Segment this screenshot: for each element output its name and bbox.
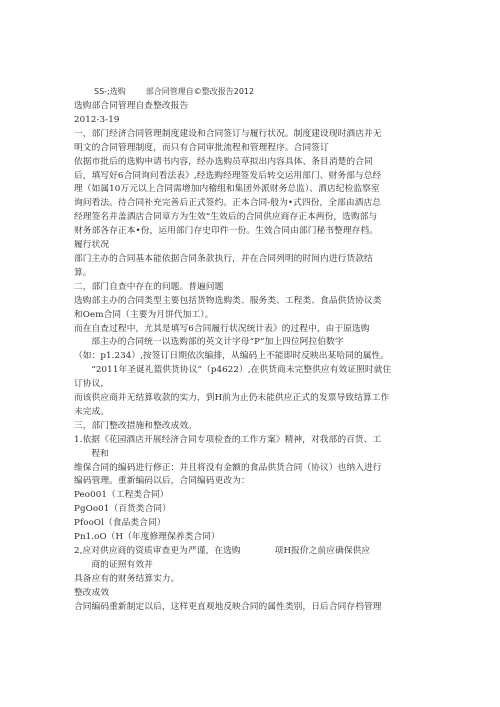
doc-title: 选购部合同管理自查整改报告 xyxy=(74,101,189,111)
doc-date: 2012-3-19 xyxy=(74,114,120,125)
paragraph-line: 部主办的合同统一以选购部的英文计字母“P”加上四位阿拉伯数字 xyxy=(91,337,344,348)
paragraph-line: 1.依据《花园酒店开展经济合同专项检查的工作方案》精神，对我部的百货、工 xyxy=(74,434,382,445)
paragraph-line: 程和 xyxy=(91,448,109,459)
paragraph-line: 部门主办的合同基本能依据合同条款执行，并在合同列明的时间内进行货款结 xyxy=(74,253,373,264)
paragraph-fragment: 2,应对供应商的资质审查更为严谨，在选购 xyxy=(74,546,241,556)
header-right-text: 部合同管理自©整改报告2012 xyxy=(145,87,255,96)
code-list-item: PfooOl（食品类合同） xyxy=(74,518,166,529)
paragraph-line: 后，填写好6合同询问看法表》,经选购经理签发后转交运用部门、财务部与总经 xyxy=(74,170,382,181)
paragraph-line: 询问看法。待合同补充完善后正式签约。正本合同-般为•式四份，全部由酒店总 xyxy=(74,198,382,209)
paragraph-line: 订协议， xyxy=(74,379,110,390)
paragraph-line: 而该供应商并无结算收款的实力，到H前为止仍未能供应正式的发票导致结算工作 xyxy=(74,393,390,404)
paragraph-line: 和Oem合同（主要为月饼代加工）。 xyxy=(74,309,214,320)
section-heading: 三，部门整改措施和整改成效。 xyxy=(74,420,198,431)
paragraph-line: 选购部主办的合同类型主要包括货物选购类、服务类、工程类、食品供货协议类 xyxy=(74,295,382,306)
paragraph-line: 而在自查过程中，尤其是填写6合同履行状况统计表》的过程中，由于原选购 xyxy=(74,323,370,334)
paragraph-line: 财务部各存正本•份，运用部门存史印件一份。生效合同由部门秘书整理存档。 xyxy=(74,226,378,237)
paragraph-line: 经理签名并盖酒店合同章方为生效“生效后的合同供应商存正本两份，选购部与 xyxy=(74,212,378,223)
paragraph-line: 维保合同的编码进行修正：并且将没有金额的食品供货合同（协议）也纳入进行 xyxy=(74,462,382,473)
paragraph-line: 未完成。 xyxy=(74,406,110,417)
section-heading: 二，部门自查中存在的问题。普遍问题 xyxy=(74,281,224,292)
page-header xyxy=(94,86,254,97)
paragraph-line: （如：p1.234）,按签订日期依次编排，从编码上不能即时反映出某哈同的属性。 xyxy=(74,351,390,362)
paragraph-line: 依据市批后的选购申请书内容，经办选购员草拟出内容具体、条目消楚的合同 xyxy=(74,156,373,167)
paragraph-line: 合同编码重新制定以后，这样更直观地反映合同的属性类别，日后合同存档管理 xyxy=(74,601,382,612)
paragraph-line: 商的证照有效并 xyxy=(91,559,153,570)
section-heading: 履行状况 xyxy=(74,240,110,251)
paragraph-fragment: 项H报价之前应确保供应 xyxy=(274,546,371,556)
paragraph-line: 一，部门经济合同管理制度建设和合同签订与履行状况。制度建设现时酒店并无 xyxy=(74,128,382,139)
document-body xyxy=(74,100,430,615)
paragraph-line: 理（如属10万元以上合同需增加内稽组和集团外派财务总监）、酒店纪检监察室 xyxy=(74,184,380,195)
paragraph-line: 明文的合同管理制度，而只有合同审批流程和管理程序。合同签订 xyxy=(74,142,329,153)
paragraph-line: 具备应有的财务结算实力。 xyxy=(74,573,180,584)
code-list-item: Peo001（工程类合同） xyxy=(74,490,169,501)
paragraph-line: 算。 xyxy=(74,267,92,278)
header-left-text: SS-;选购 xyxy=(94,87,126,96)
paragraph-line: 编码管理。重新编码以后，合同编码更改为： xyxy=(74,476,250,487)
paragraph-line xyxy=(74,545,430,559)
code-list-item: Pn1.oO（H（年度修理保养类合同） xyxy=(74,532,220,543)
code-list-item: PgOo01（百货类合同） xyxy=(74,504,171,515)
section-heading: 整改成效 xyxy=(74,587,110,598)
paragraph-line: “2011年圣诞礼篮供货协议”（p4622）,在供货商未完整供应有效证照时就住 xyxy=(91,365,392,376)
